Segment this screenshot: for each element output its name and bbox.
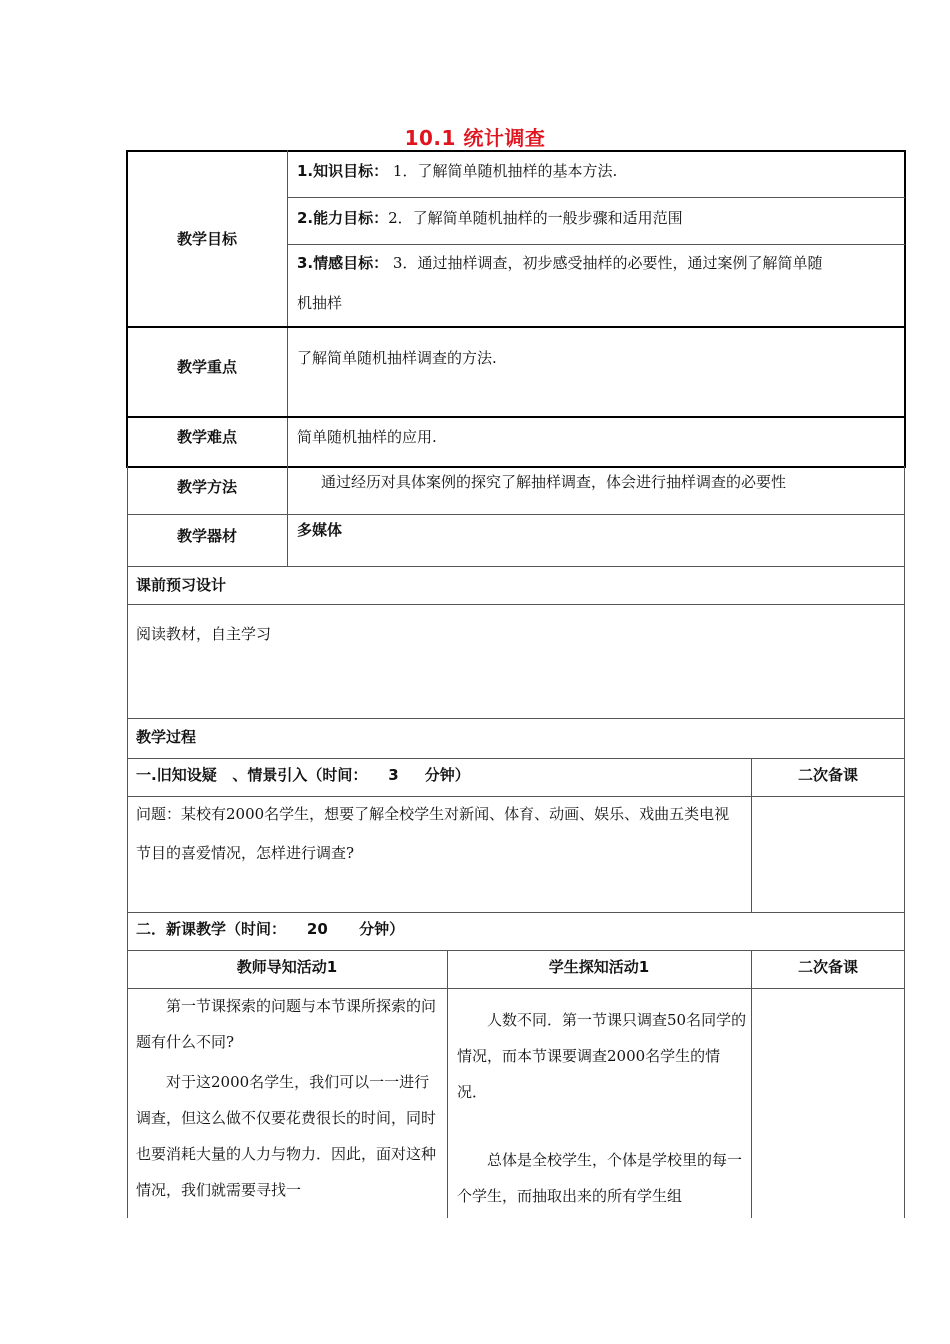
emotion-objective-text: 3．通过抽样调查，初步感受抽样的必要性，通过案例了解简单随 — [388, 254, 823, 272]
student-paragraph-1: 人数不同．第一节课只调查50名同学的情况，而本节课要调查2000名学生的情况． — [457, 1011, 747, 1101]
preview-text: 阅读教材，自主学习 — [136, 625, 272, 643]
table-border — [127, 466, 128, 1218]
emotion-objective-text-2: 机抽样 — [297, 294, 343, 312]
section2-side-label: 二次备课 — [797, 958, 858, 976]
emotion-objective — [297, 243, 901, 323]
teacher-activity-content — [136, 988, 442, 1216]
emotion-objective-label: 3.情感目标： — [297, 254, 389, 272]
student-activity-content — [457, 1002, 747, 1216]
student-activity-header: 学生探知活动1 — [548, 958, 650, 976]
page-title: 10.1 统计调查 — [404, 126, 546, 150]
knowledge-objective-label: 1.知识目标： — [297, 162, 389, 180]
objectives-label: 教学目标 — [176, 230, 237, 248]
process-label: 教学过程 — [136, 728, 197, 746]
table-border — [287, 150, 288, 567]
table-border — [751, 950, 752, 1218]
key-point-label: 教学重点 — [176, 358, 237, 376]
table-border — [447, 950, 448, 1218]
equipment-label: 教学器材 — [176, 527, 237, 545]
section1-side-label: 二次备课 — [797, 766, 858, 784]
knowledge-objective-text: 1．了解简单随机抽样的基本方法. — [388, 162, 618, 180]
method-label: 教学方法 — [176, 478, 237, 496]
table-border — [126, 326, 906, 328]
table-border — [287, 197, 905, 198]
section2-header: 二．新课教学（时间： 20 分钟） — [136, 920, 405, 938]
section1-header: 一.旧知设疑 、情景引入（时间： 3 分钟） — [136, 766, 470, 784]
preview-label: 课前预习设计 — [136, 576, 227, 594]
equipment-text: 多媒体 — [297, 521, 343, 539]
section1-question: 问题：某校有2000名学生，想要了解全校学生对新闻、体育、动画、娱乐、戏曲五类电视节目的喜爱情况，怎样进行调查? — [136, 805, 730, 862]
ability-objective-text: 2．了解简单随机抽样的一般步骤和适用范围 — [388, 209, 683, 227]
table-border — [904, 466, 905, 1218]
table-border — [127, 604, 905, 605]
ability-objective-label: 2.能力目标： — [297, 209, 389, 227]
student-paragraph-2: 总体是全校学生，个体是学校里的每一个学生，而抽取出来的所有学生组 — [457, 1151, 743, 1205]
teacher-activity-header: 教师导知活动1 — [236, 958, 338, 976]
knowledge-objective — [297, 152, 897, 190]
ability-objective — [297, 199, 897, 237]
teacher-paragraph-2: 对于这2000名学生，我们可以一一进行调查，但这么做不仅要花费很长的时间，同时也要消耗大量的人力与物力．因此，面对这种情况，我们就需要寻找一 — [136, 1073, 437, 1199]
method-text: 通过经历对具体案例的探究了解抽样调查，体会进行抽样调查的必要性 — [321, 473, 787, 491]
key-point-text: 了解简单随机抽样调查的方法. — [297, 349, 497, 367]
teacher-paragraph-1: 第一节课探索的问题与本节课所探索的问题有什么不同? — [136, 997, 437, 1051]
difficulty-text: 简单随机抽样的应用. — [297, 428, 437, 446]
difficulty-label: 教学难点 — [176, 428, 237, 446]
